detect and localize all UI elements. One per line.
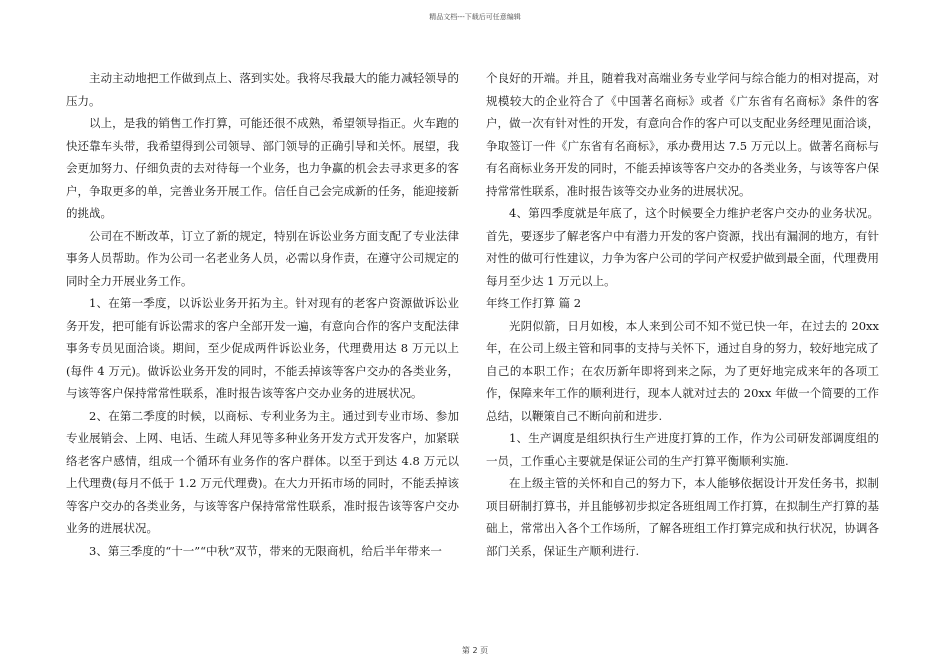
paragraph: 在上级主管的关怀和自己的努力下，本人能够依据设计开发任务书，拟制项目研制打算书，并且能够初步拟定各班组周工作打算，在拟制生产打算的基础上，常常出入各个工作场所，了解各班组工作打算完成和执行状况，协调各部门关系，保证生产顺利进行.	[486, 476, 879, 558]
paragraph: 1、在第一季度，以诉讼业务开拓为主。针对现有的老客户资源做诉讼业务开发，把可能有诉讼需求的客户全部开发一遍，有意向合作的客户支配法律事务专员见面洽谈。期间，至少促成两件诉讼业务，代理费用达 8 万元以上(每件 4 万元)。做诉讼业务开发的同时，不能丢掉该等客户交办的各类业务，与该等客户保持常常性联系，准时报告该等客户交办业务的进展状况。	[66, 296, 459, 400]
paragraph: 2、在第二季度的时候，以商标、专利业务为主。通过到专业市场、参加专业展销会、上网、电话、生疏人拜见等多种业务开发方式开发客户，加紧联络老客户感情，组成一个循环有业务作的客户群体。以至于到达 4.8 万元以上代理费(每月不低于 1.2 万元代理费)。在大力开拓市场的同时，不能丢掉该等客户交办的各类业务，与该等客户保持常常性联系，准时报告该等客户交办业务的进展状况。	[66, 408, 459, 535]
paragraph: 3、第三季度的“十一”“中秋”双节，带来的无限商机，给后半年带来一	[89, 543, 442, 558]
section-heading: 年终工作打算 篇 2	[486, 296, 582, 310]
left-column	[66, 67, 459, 562]
paragraph: 光阴似箭，日月如梭，本人来到公司不知不觉已快一年，在过去的 20xx 年，在公司上级主管和同事的支持与关怀下，通过自身的努力，较好地完成了自己的本职工作；在农历新年即将到来之际，为了更好地完成来年的各项工作，保障来年工作的顺利进行，现本人就对过去的 20xx 年做一个简要的工作总结，以鞭策自己不断向前和进步.	[486, 318, 879, 423]
paragraph: 以上，是我的销售工作打算，可能还很不成熟，希望领导指正。火车跑的快还靠车头带，我希望得到公司领导、部门领导的正确引导和关怀。展望，我会更加努力、仔细负责的去对待每一个业务，也力争赢的机会去寻求更多的客户，争取更多的单，完善业务开展工作。信任自己会完成新的任务，能迎接新的挑战。	[66, 116, 459, 220]
paragraph: 主动主动地把工作做到点上、落到实处。我将尽我最大的能力减轻领导的压力。	[66, 71, 459, 108]
right-column	[486, 67, 879, 562]
paragraph: 公司在不断改革，订立了新的规定，特别在诉讼业务方面支配了专业法律事务人员帮助。作为公司一名老业务人员，必需以身作责，在遵守公司规定的同时全力开展业务工作。	[66, 228, 459, 288]
paragraph: 个良好的开端。并且，随着我对高端业务专业学问与综合能力的相对提高，对规模较大的企业符合了《中国著名商标》或者《广东省有名商标》条件的客户，做一次有针对性的开发，有意向合作的客户可以支配业务经理见面洽谈，争取签订一件《广东省有名商标》，承办费用达 7.5 万元以上。做著名商标与有名商标业务开发的同时，不能丢掉该等客户交办的各类业务，与该等客户保持常常性联系，准时报告该等交办业务的进展状况。	[486, 71, 879, 198]
paragraph: 1、生产调度是组织执行生产进度打算的工作，作为公司研发部调度组的一员，工作重心主要就是保证公司的生产打算平衡顺利实施.	[486, 431, 879, 468]
paragraph: 4、第四季度就是年底了，这个时候要全力维护老客户交办的业务状况。首先，要逐步了解老客户中有潜力开发的客户资源，找出有漏洞的地方，有针对性的做可行性建议，力争为客户公司的学问产权爱护做到最全面，代理费用每月至少达 1 万元以上。	[486, 206, 879, 288]
page-number: 第 2 页	[461, 646, 489, 655]
page-header: 精品文档---下载后可任意编辑	[429, 13, 521, 21]
